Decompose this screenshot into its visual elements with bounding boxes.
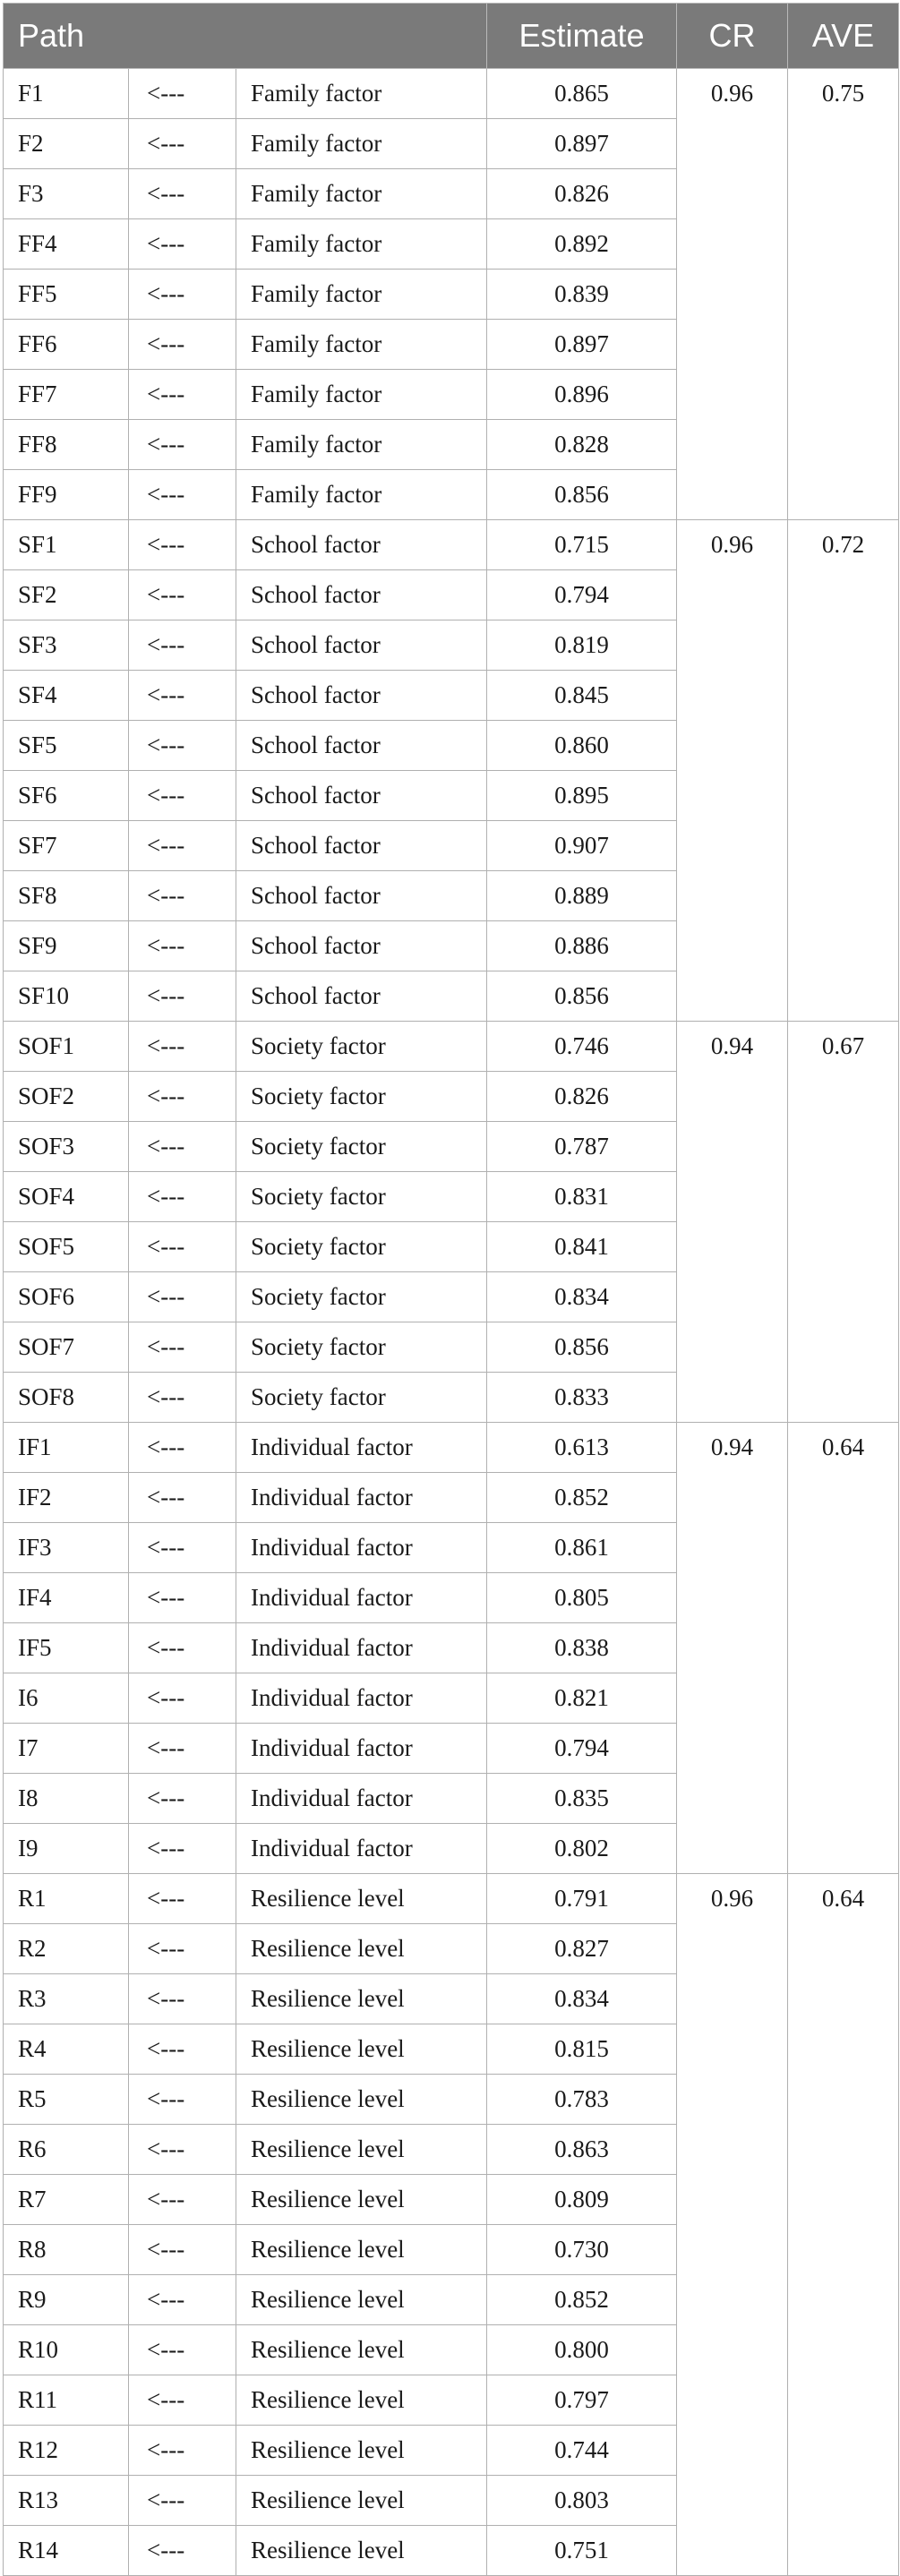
arrow-cell: <--- bbox=[129, 1523, 236, 1573]
estimate-cell: 0.856 bbox=[487, 971, 677, 1022]
estimate-cell: 0.819 bbox=[487, 620, 677, 671]
arrow-cell: <--- bbox=[129, 1774, 236, 1824]
arrow-cell: <--- bbox=[129, 69, 236, 119]
factor-cell: School factor bbox=[236, 921, 487, 971]
factor-cell: Resilience level bbox=[236, 2526, 487, 2576]
estimate-cell: 0.613 bbox=[487, 1423, 677, 1473]
estimate-cell: 0.826 bbox=[487, 169, 677, 219]
item-cell: R13 bbox=[4, 2476, 129, 2526]
estimate-cell: 0.860 bbox=[487, 721, 677, 771]
factor-cell: Individual factor bbox=[236, 1774, 487, 1824]
factor-cell: Individual factor bbox=[236, 1523, 487, 1573]
item-cell: SF7 bbox=[4, 821, 129, 871]
item-cell: R14 bbox=[4, 2526, 129, 2576]
item-cell: IF5 bbox=[4, 1623, 129, 1673]
factor-cell: School factor bbox=[236, 771, 487, 821]
factor-cell: School factor bbox=[236, 520, 487, 570]
estimate-cell: 0.838 bbox=[487, 1623, 677, 1673]
arrow-cell: <--- bbox=[129, 370, 236, 420]
cr-cell: 0.94 bbox=[677, 1022, 788, 1423]
table-row bbox=[4, 1022, 899, 1072]
arrow-cell: <--- bbox=[129, 2476, 236, 2526]
factor-cell: Individual factor bbox=[236, 1423, 487, 1473]
arrow-cell: <--- bbox=[129, 1874, 236, 1924]
table-row bbox=[4, 1874, 899, 1924]
item-cell: SF8 bbox=[4, 871, 129, 921]
item-cell: R12 bbox=[4, 2426, 129, 2476]
factor-cell: Society factor bbox=[236, 1222, 487, 1272]
item-cell: F2 bbox=[4, 119, 129, 169]
item-cell: I9 bbox=[4, 1824, 129, 1874]
arrow-cell: <--- bbox=[129, 219, 236, 270]
arrow-cell: <--- bbox=[129, 570, 236, 620]
item-cell: FF6 bbox=[4, 320, 129, 370]
factor-cell: Resilience level bbox=[236, 2024, 487, 2075]
arrow-cell: <--- bbox=[129, 1222, 236, 1272]
factor-cell: Individual factor bbox=[236, 1824, 487, 1874]
estimate-cell: 0.715 bbox=[487, 520, 677, 570]
table-row bbox=[4, 520, 899, 570]
estimate-cell: 0.730 bbox=[487, 2225, 677, 2275]
arrow-cell: <--- bbox=[129, 2225, 236, 2275]
estimate-cell: 0.831 bbox=[487, 1172, 677, 1222]
item-cell: R4 bbox=[4, 2024, 129, 2075]
estimate-cell: 0.897 bbox=[487, 320, 677, 370]
estimate-cell: 0.751 bbox=[487, 2526, 677, 2576]
item-cell: R9 bbox=[4, 2275, 129, 2325]
estimate-cell: 0.794 bbox=[487, 1724, 677, 1774]
estimate-cell: 0.852 bbox=[487, 2275, 677, 2325]
factor-cell: Family factor bbox=[236, 219, 487, 270]
estimate-cell: 0.787 bbox=[487, 1122, 677, 1172]
arrow-cell: <--- bbox=[129, 921, 236, 971]
estimate-cell: 0.827 bbox=[487, 1924, 677, 1974]
estimate-cell: 0.839 bbox=[487, 270, 677, 320]
factor-cell: Individual factor bbox=[236, 1673, 487, 1724]
factor-cell: Family factor bbox=[236, 119, 487, 169]
estimate-cell: 0.809 bbox=[487, 2175, 677, 2225]
estimate-cell: 0.834 bbox=[487, 1272, 677, 1322]
estimate-cell: 0.841 bbox=[487, 1222, 677, 1272]
estimate-cell: 0.833 bbox=[487, 1373, 677, 1423]
estimate-cell: 0.897 bbox=[487, 119, 677, 169]
arrow-cell: <--- bbox=[129, 2075, 236, 2125]
factor-cell: Individual factor bbox=[236, 1623, 487, 1673]
item-cell: I8 bbox=[4, 1774, 129, 1824]
arrow-cell: <--- bbox=[129, 671, 236, 721]
cr-cell: 0.94 bbox=[677, 1423, 788, 1874]
item-cell: SF3 bbox=[4, 620, 129, 671]
item-cell: R3 bbox=[4, 1974, 129, 2024]
estimate-cell: 0.797 bbox=[487, 2375, 677, 2426]
estimate-cell: 0.856 bbox=[487, 470, 677, 520]
arrow-cell: <--- bbox=[129, 1072, 236, 1122]
arrow-cell: <--- bbox=[129, 270, 236, 320]
item-cell: SOF3 bbox=[4, 1122, 129, 1172]
ave-cell: 0.67 bbox=[788, 1022, 899, 1423]
estimate-cell: 0.794 bbox=[487, 570, 677, 620]
item-cell: R8 bbox=[4, 2225, 129, 2275]
item-cell: F1 bbox=[4, 69, 129, 119]
item-cell: R7 bbox=[4, 2175, 129, 2225]
item-cell: R5 bbox=[4, 2075, 129, 2125]
arrow-cell: <--- bbox=[129, 721, 236, 771]
estimate-cell: 0.889 bbox=[487, 871, 677, 921]
arrow-cell: <--- bbox=[129, 1473, 236, 1523]
item-cell: FF8 bbox=[4, 420, 129, 470]
item-cell: SF4 bbox=[4, 671, 129, 721]
item-cell: R10 bbox=[4, 2325, 129, 2375]
arrow-cell: <--- bbox=[129, 971, 236, 1022]
ave-cell: 0.72 bbox=[788, 520, 899, 1022]
arrow-cell: <--- bbox=[129, 2275, 236, 2325]
factor-cell: Family factor bbox=[236, 470, 487, 520]
estimate-cell: 0.746 bbox=[487, 1022, 677, 1072]
header-row bbox=[4, 4, 899, 69]
item-cell: SF1 bbox=[4, 520, 129, 570]
cr-cell: 0.96 bbox=[677, 1874, 788, 2576]
factor-cell: School factor bbox=[236, 570, 487, 620]
item-cell: I6 bbox=[4, 1673, 129, 1724]
table-row bbox=[4, 1423, 899, 1473]
estimate-cell: 0.852 bbox=[487, 1473, 677, 1523]
item-cell: SOF5 bbox=[4, 1222, 129, 1272]
arrow-cell: <--- bbox=[129, 2526, 236, 2576]
factor-cell: Resilience level bbox=[236, 2125, 487, 2175]
factor-cell: Resilience level bbox=[236, 2476, 487, 2526]
item-cell: SOF8 bbox=[4, 1373, 129, 1423]
table-body bbox=[4, 69, 899, 2576]
item-cell: R2 bbox=[4, 1924, 129, 1974]
factor-cell: Resilience level bbox=[236, 2175, 487, 2225]
arrow-cell: <--- bbox=[129, 2375, 236, 2426]
item-cell: SF5 bbox=[4, 721, 129, 771]
estimate-cell: 0.861 bbox=[487, 1523, 677, 1573]
item-cell: IF1 bbox=[4, 1423, 129, 1473]
arrow-cell: <--- bbox=[129, 1022, 236, 1072]
arrow-cell: <--- bbox=[129, 1573, 236, 1623]
item-cell: SF10 bbox=[4, 971, 129, 1022]
item-cell: R1 bbox=[4, 1874, 129, 1924]
arrow-cell: <--- bbox=[129, 2024, 236, 2075]
estimate-cell: 0.886 bbox=[487, 921, 677, 971]
item-cell: SOF1 bbox=[4, 1022, 129, 1072]
factor-cell: Society factor bbox=[236, 1072, 487, 1122]
factor-cell: Family factor bbox=[236, 420, 487, 470]
estimate-cell: 0.744 bbox=[487, 2426, 677, 2476]
factor-cell: Society factor bbox=[236, 1172, 487, 1222]
factor-cell: School factor bbox=[236, 620, 487, 671]
factor-cell: Family factor bbox=[236, 270, 487, 320]
factor-cell: Resilience level bbox=[236, 2426, 487, 2476]
item-cell: R11 bbox=[4, 2375, 129, 2426]
item-cell: IF3 bbox=[4, 1523, 129, 1573]
estimate-cell: 0.802 bbox=[487, 1824, 677, 1874]
estimate-cell: 0.865 bbox=[487, 69, 677, 119]
item-cell: F3 bbox=[4, 169, 129, 219]
arrow-cell: <--- bbox=[129, 1824, 236, 1874]
header-estimate: Estimate bbox=[487, 4, 677, 69]
estimate-cell: 0.815 bbox=[487, 2024, 677, 2075]
item-cell: SF2 bbox=[4, 570, 129, 620]
arrow-cell: <--- bbox=[129, 470, 236, 520]
factor-cell: School factor bbox=[236, 671, 487, 721]
factor-cell: Resilience level bbox=[236, 2375, 487, 2426]
factor-cell: Society factor bbox=[236, 1373, 487, 1423]
factor-cell: Family factor bbox=[236, 320, 487, 370]
item-cell: SOF4 bbox=[4, 1172, 129, 1222]
arrow-cell: <--- bbox=[129, 169, 236, 219]
arrow-cell: <--- bbox=[129, 520, 236, 570]
arrow-cell: <--- bbox=[129, 1673, 236, 1724]
estimate-cell: 0.828 bbox=[487, 420, 677, 470]
factor-cell: Resilience level bbox=[236, 1874, 487, 1924]
arrow-cell: <--- bbox=[129, 2175, 236, 2225]
factor-cell: Individual factor bbox=[236, 1573, 487, 1623]
estimate-cell: 0.896 bbox=[487, 370, 677, 420]
factor-cell: School factor bbox=[236, 871, 487, 921]
arrow-cell: <--- bbox=[129, 771, 236, 821]
header-ave: AVE bbox=[788, 4, 899, 69]
factor-cell: Resilience level bbox=[236, 1924, 487, 1974]
arrow-cell: <--- bbox=[129, 1373, 236, 1423]
item-cell: FF9 bbox=[4, 470, 129, 520]
factor-cell: Resilience level bbox=[236, 1974, 487, 2024]
arrow-cell: <--- bbox=[129, 1322, 236, 1373]
factor-cell: Resilience level bbox=[236, 2225, 487, 2275]
ave-cell: 0.64 bbox=[788, 1423, 899, 1874]
item-cell: FF5 bbox=[4, 270, 129, 320]
estimate-cell: 0.826 bbox=[487, 1072, 677, 1122]
loadings-table bbox=[3, 3, 899, 2576]
arrow-cell: <--- bbox=[129, 1423, 236, 1473]
item-cell: SF6 bbox=[4, 771, 129, 821]
estimate-cell: 0.856 bbox=[487, 1322, 677, 1373]
arrow-cell: <--- bbox=[129, 1172, 236, 1222]
factor-cell: School factor bbox=[236, 721, 487, 771]
arrow-cell: <--- bbox=[129, 1272, 236, 1322]
factor-cell: Resilience level bbox=[236, 2075, 487, 2125]
estimate-cell: 0.834 bbox=[487, 1974, 677, 2024]
item-cell: IF2 bbox=[4, 1473, 129, 1523]
factor-cell: Society factor bbox=[236, 1022, 487, 1072]
arrow-cell: <--- bbox=[129, 1924, 236, 1974]
factor-cell: Family factor bbox=[236, 69, 487, 119]
item-cell: SOF2 bbox=[4, 1072, 129, 1122]
arrow-cell: <--- bbox=[129, 320, 236, 370]
factor-cell: Resilience level bbox=[236, 2275, 487, 2325]
arrow-cell: <--- bbox=[129, 119, 236, 169]
factor-cell: Individual factor bbox=[236, 1724, 487, 1774]
factor-cell: Society factor bbox=[236, 1272, 487, 1322]
factor-cell: Society factor bbox=[236, 1322, 487, 1373]
arrow-cell: <--- bbox=[129, 420, 236, 470]
item-cell: R6 bbox=[4, 2125, 129, 2175]
factor-cell: Society factor bbox=[236, 1122, 487, 1172]
arrow-cell: <--- bbox=[129, 1122, 236, 1172]
estimate-cell: 0.845 bbox=[487, 671, 677, 721]
item-cell: SOF6 bbox=[4, 1272, 129, 1322]
factor-cell: Family factor bbox=[236, 370, 487, 420]
estimate-cell: 0.783 bbox=[487, 2075, 677, 2125]
item-cell: SOF7 bbox=[4, 1322, 129, 1373]
item-cell: I7 bbox=[4, 1724, 129, 1774]
cr-cell: 0.96 bbox=[677, 520, 788, 1022]
estimate-cell: 0.892 bbox=[487, 219, 677, 270]
estimate-cell: 0.803 bbox=[487, 2476, 677, 2526]
estimate-cell: 0.805 bbox=[487, 1573, 677, 1623]
arrow-cell: <--- bbox=[129, 871, 236, 921]
estimate-cell: 0.835 bbox=[487, 1774, 677, 1824]
item-cell: FF4 bbox=[4, 219, 129, 270]
header-cr: CR bbox=[677, 4, 788, 69]
arrow-cell: <--- bbox=[129, 2426, 236, 2476]
estimate-cell: 0.791 bbox=[487, 1874, 677, 1924]
ave-cell: 0.64 bbox=[788, 1874, 899, 2576]
item-cell: IF4 bbox=[4, 1573, 129, 1623]
estimate-cell: 0.863 bbox=[487, 2125, 677, 2175]
estimate-cell: 0.800 bbox=[487, 2325, 677, 2375]
estimate-cell: 0.895 bbox=[487, 771, 677, 821]
arrow-cell: <--- bbox=[129, 821, 236, 871]
estimate-cell: 0.821 bbox=[487, 1673, 677, 1724]
cr-cell: 0.96 bbox=[677, 69, 788, 520]
arrow-cell: <--- bbox=[129, 2125, 236, 2175]
arrow-cell: <--- bbox=[129, 1724, 236, 1774]
arrow-cell: <--- bbox=[129, 2325, 236, 2375]
arrow-cell: <--- bbox=[129, 1974, 236, 2024]
ave-cell: 0.75 bbox=[788, 69, 899, 520]
factor-cell: Individual factor bbox=[236, 1473, 487, 1523]
factor-cell: Family factor bbox=[236, 169, 487, 219]
factor-cell: Resilience level bbox=[236, 2325, 487, 2375]
estimate-cell: 0.907 bbox=[487, 821, 677, 871]
table-row bbox=[4, 69, 899, 119]
factor-cell: School factor bbox=[236, 971, 487, 1022]
arrow-cell: <--- bbox=[129, 1623, 236, 1673]
factor-cell: School factor bbox=[236, 821, 487, 871]
arrow-cell: <--- bbox=[129, 620, 236, 671]
header-path: Path bbox=[4, 4, 487, 69]
item-cell: SF9 bbox=[4, 921, 129, 971]
item-cell: FF7 bbox=[4, 370, 129, 420]
